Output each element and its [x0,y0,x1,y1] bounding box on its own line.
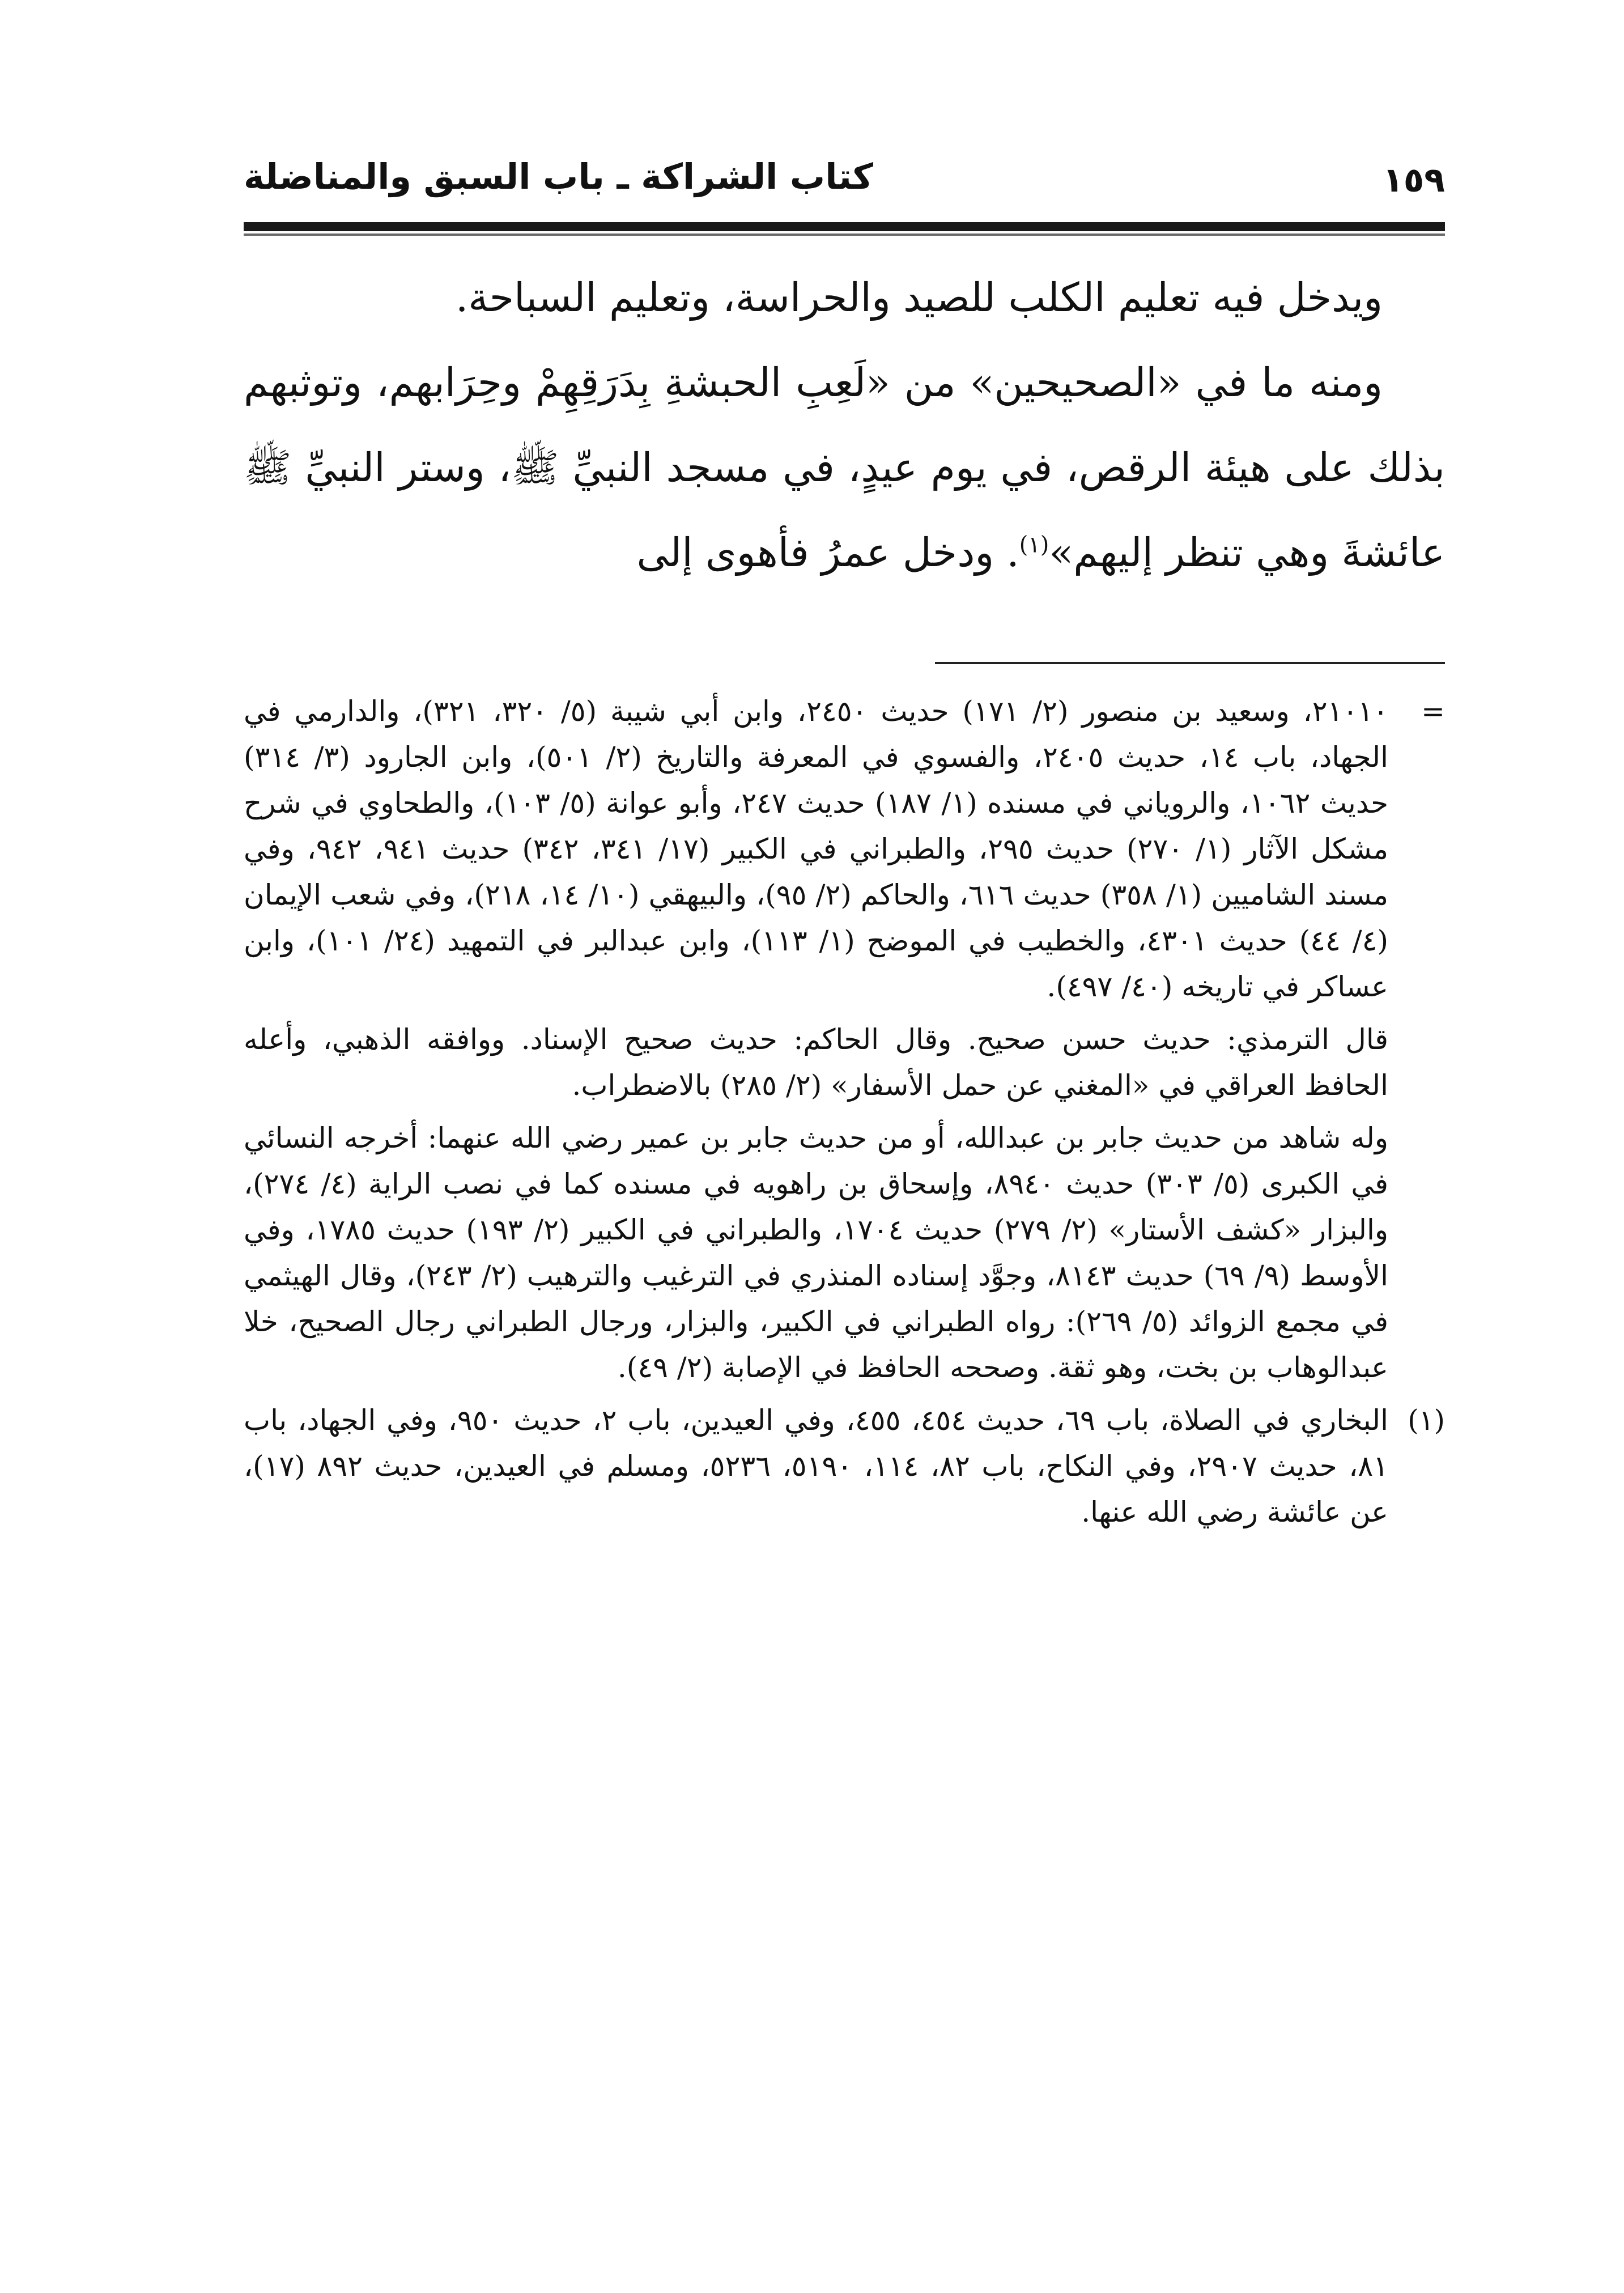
footnote-1-marker: (١) [1408,1404,1445,1437]
main-text [244,255,1445,595]
main-paragraph-2-tail: . ودخل عمرُ فأهوى إلى [636,529,1019,576]
footnote-separator [935,662,1445,664]
continuation-marker: = [1421,695,1445,728]
chapter-title: كتاب الشراكة ـ باب السبق والمناضلة [244,156,873,197]
main-paragraph-2 [244,340,1445,595]
footnote-tirmidhi-note: قال الترمذي: حديث حسن صحيح. وقال الحاكم: حديث صحيح الإسناد. ووافقه الذهبي، وأعله الحافظ العراقي في «المغني عن حمل الأسفار» (٢/ ٢٨٥) بالاضطراب. [244,1023,1388,1102]
footnote-continuation [244,689,1445,1391]
footnote-shahid-note: وله شاهد من حديث جابر بن عبدالله، أو من حديث جابر بن عمير رضي الله عنهما: أخرجه النسائي في الكبرى (٥/ ٣٠٣) حديث ٨٩٤٠، وإسحاق بن راهويه في مسنده كما في نصب الراية (٤/ ٢٧٤)، والبزار «كشف الأستار» (٢/ ٢٧٩) حديث ١٧٠٤، والطبراني في الكبير (٢/ ١٩٣) حديث ١٧٨٥، وفي الأوسط (٩/ ٦٩) حديث ٨١٤٣، وجوَّد إسناده المنذري في الترغيب والترهيب (٢/ ٢٤٣)، وقال الهيثمي في مجمع الزوائد (٥/ ٢٦٩): رواه الطبراني في الكبير، والبزار، ورجال الطبراني رجال الصحيح، خلا عبدالوهاب بن بخت، وهو ثقة. وصححه الحافظ في الإصابة (٢/ ٤٩). [244,1122,1389,1384]
footnote-1-text: البخاري في الصلاة، باب ٦٩، حديث ٤٥٤، ٤٥٥، وفي العيدين، باب ٢، حديث ٩٥٠، وفي الجهاد، باب ٨١، حديث ٢٩٠٧، وفي النكاح، باب ٨٢، ١١٤، ٥١٩٠، ٥٢٣٦، ومسلم في العيدين، حديث ٨٩٢ (١٧)، عن عائشة رضي الله عنها. [244,1404,1389,1528]
header-rule-thin [244,233,1445,236]
main-paragraph-2-text: ومنه ما في «الصحيحين» من «لَعِبِ الحبشةِ بِدَرَقِهِمْ وحِرَابهم، وتوثبهم بذلك على هيئة الرقص، في يوم عيدٍ، في مسجد النبيِّ ﷺ، وستر النبيِّ ﷺ عائشةَ وهي تنظر إليهم» [244,359,1445,576]
footnote-1 [244,1398,1445,1535]
main-paragraph-1: ويدخل فيه تعليم الكلب للصيد والحراسة، وتعليم السباحة. [455,274,1383,321]
footnotes [244,689,1445,1542]
running-header [244,148,1445,211]
footnote-continuation-text: ٢١٠١٠، وسعيد بن منصور (٢/ ١٧١) حديث ٢٤٥٠، وابن أبي شيبة (٥/ ٣٢٠، ٣٢١)، والدارمي في الجهاد، باب ١٤، حديث ٢٤٠٥، والفسوي في المعرفة والتاريخ (٢/ ٥٠١)، وابن الجارود (٣/ ٣١٤) حديث ١٠٦٢، والروياني في مسنده (١/ ١٨٧) حديث ٢٤٧، وأبو عوانة (٥/ ١٠٣)، والطحاوي في شرح مشكل الآثار (١/ ٢٧٠) حديث ٢٩٥، والطبراني في الكبير (١٧/ ٣٤١، ٣٤٢) حديث ٩٤١، ٩٤٢، وفي مسند الشاميين (١/ ٣٥٨) حديث ٦١٦، والحاكم (٢/ ٩٥)، والبيهقي (١٠/ ١٤، ٢١٨)، وفي شعب الإيمان (٤/ ٤٤) حديث ٤٣٠١، والخطيب في الموضح (١/ ١١٣)، وابن عبدالبر في التمهيد (٢٤/ ١٠١)، وابن عساكر في تاريخه (٤٠/ ٤٩٧). [244,695,1389,1003]
header-rule [244,222,1445,231]
page-number: ١٥٩ [1383,160,1445,200]
footnote-reference-1[interactable]: (١) [1019,532,1049,558]
